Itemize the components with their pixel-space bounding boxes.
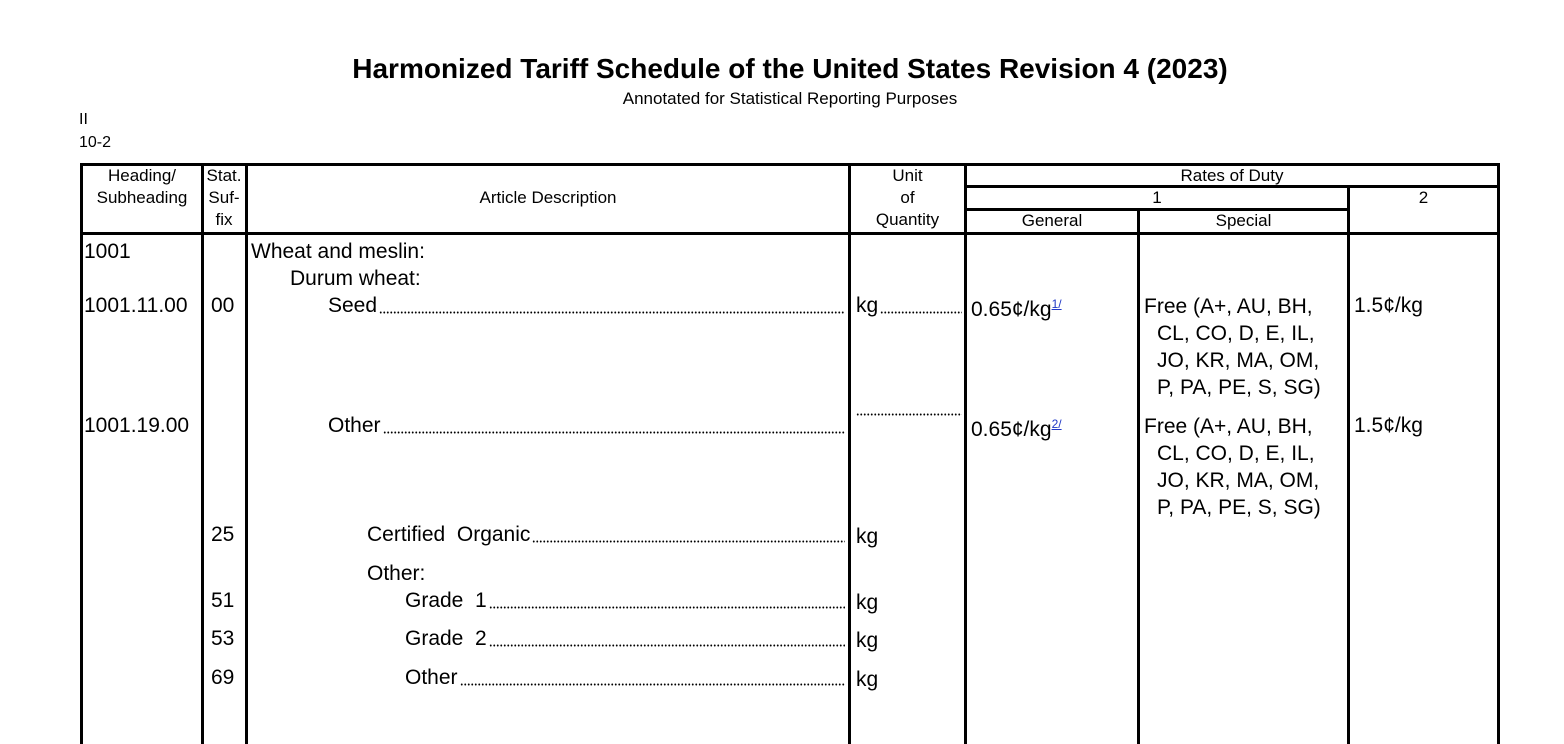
col-divider-article	[848, 163, 851, 744]
col-divider-special	[1347, 185, 1350, 744]
desc-other-69: Other	[405, 665, 845, 691]
desc-certified-organic: Certified Organic	[367, 522, 845, 548]
header-rates-of-duty: Rates of Duty	[1180, 166, 1284, 185]
unit-certified-organic: kg	[856, 525, 879, 548]
suffix-00: 00	[211, 294, 235, 317]
special-rate-seed: Free (A+, AU, BH, CL, CO, D, E, IL, JO, KR, MA, OM, P, PA, PE, S, SG)	[1144, 295, 1321, 399]
col2-rate-seed: 1.5¢/kg	[1354, 294, 1423, 317]
header-col2: 2	[1418, 188, 1429, 207]
header-bottom-border	[80, 232, 1500, 235]
suffix-25: 25	[211, 523, 235, 546]
unit-grade-1: kg	[856, 591, 879, 614]
header-article: Article Description	[479, 188, 617, 207]
desc-wheat-meslin: Wheat and meslin:	[251, 240, 425, 263]
col-divider-suffix	[245, 163, 248, 744]
col-divider-heading	[201, 163, 204, 744]
page-subtitle: Annotated for Statistical Reporting Purposes	[622, 89, 958, 108]
suffix-69: 69	[211, 666, 235, 689]
unit-grade-2: kg	[856, 629, 879, 652]
page-title: Harmonized Tariff Schedule of the United States Revision 4 (2023)	[352, 53, 1228, 84]
page-number: 10-2	[79, 134, 112, 151]
desc-durum-wheat: Durum wheat:	[290, 267, 421, 290]
header-special: Special	[1215, 211, 1272, 230]
header-col1: 1	[1152, 188, 1162, 207]
desc-seed: Seed	[328, 293, 845, 319]
special-rate-other: Free (A+, AU, BH, CL, CO, D, E, IL, JO, KR, MA, OM, P, PA, PE, S, SG)	[1144, 415, 1321, 519]
table-left-border	[80, 163, 83, 744]
desc-other-1001-19: Other	[328, 413, 845, 439]
col-divider-unit	[964, 163, 967, 744]
suffix-51: 51	[211, 589, 235, 612]
unit-other-1001-19	[856, 413, 962, 421]
heading-1001: 1001	[84, 240, 131, 263]
unit-seed: kg	[856, 293, 962, 319]
table-right-border	[1497, 163, 1500, 744]
heading-1001-11-00: 1001.11.00	[84, 294, 188, 317]
header-stat-suffix: Stat. Suf- fix	[206, 166, 242, 229]
section-number: II	[79, 111, 88, 128]
col-divider-general	[1137, 208, 1140, 744]
header-heading: Heading/ Subheading	[96, 166, 188, 207]
suffix-53: 53	[211, 627, 235, 650]
general-rate-seed: 0.65¢/kg$^{1/}$	[971, 297, 1062, 321]
general-rate-other: 0.65¢/kg$^{2/}$	[971, 417, 1062, 441]
heading-1001-19-00: 1001.19.00	[84, 414, 190, 437]
unit-other-69: kg	[856, 668, 879, 691]
header-general: General	[1021, 211, 1083, 230]
desc-grade-2: Grade 2	[405, 626, 845, 652]
footnote-1-link[interactable]: 1/	[1051, 297, 1062, 311]
footnote-2-link[interactable]: 2/	[1051, 417, 1062, 431]
header-unit: Unit of Quantity	[875, 166, 940, 229]
desc-grade-1: Grade 1	[405, 588, 845, 614]
col2-rate-other: 1.5¢/kg	[1354, 414, 1423, 437]
desc-other-group: Other:	[367, 562, 426, 585]
